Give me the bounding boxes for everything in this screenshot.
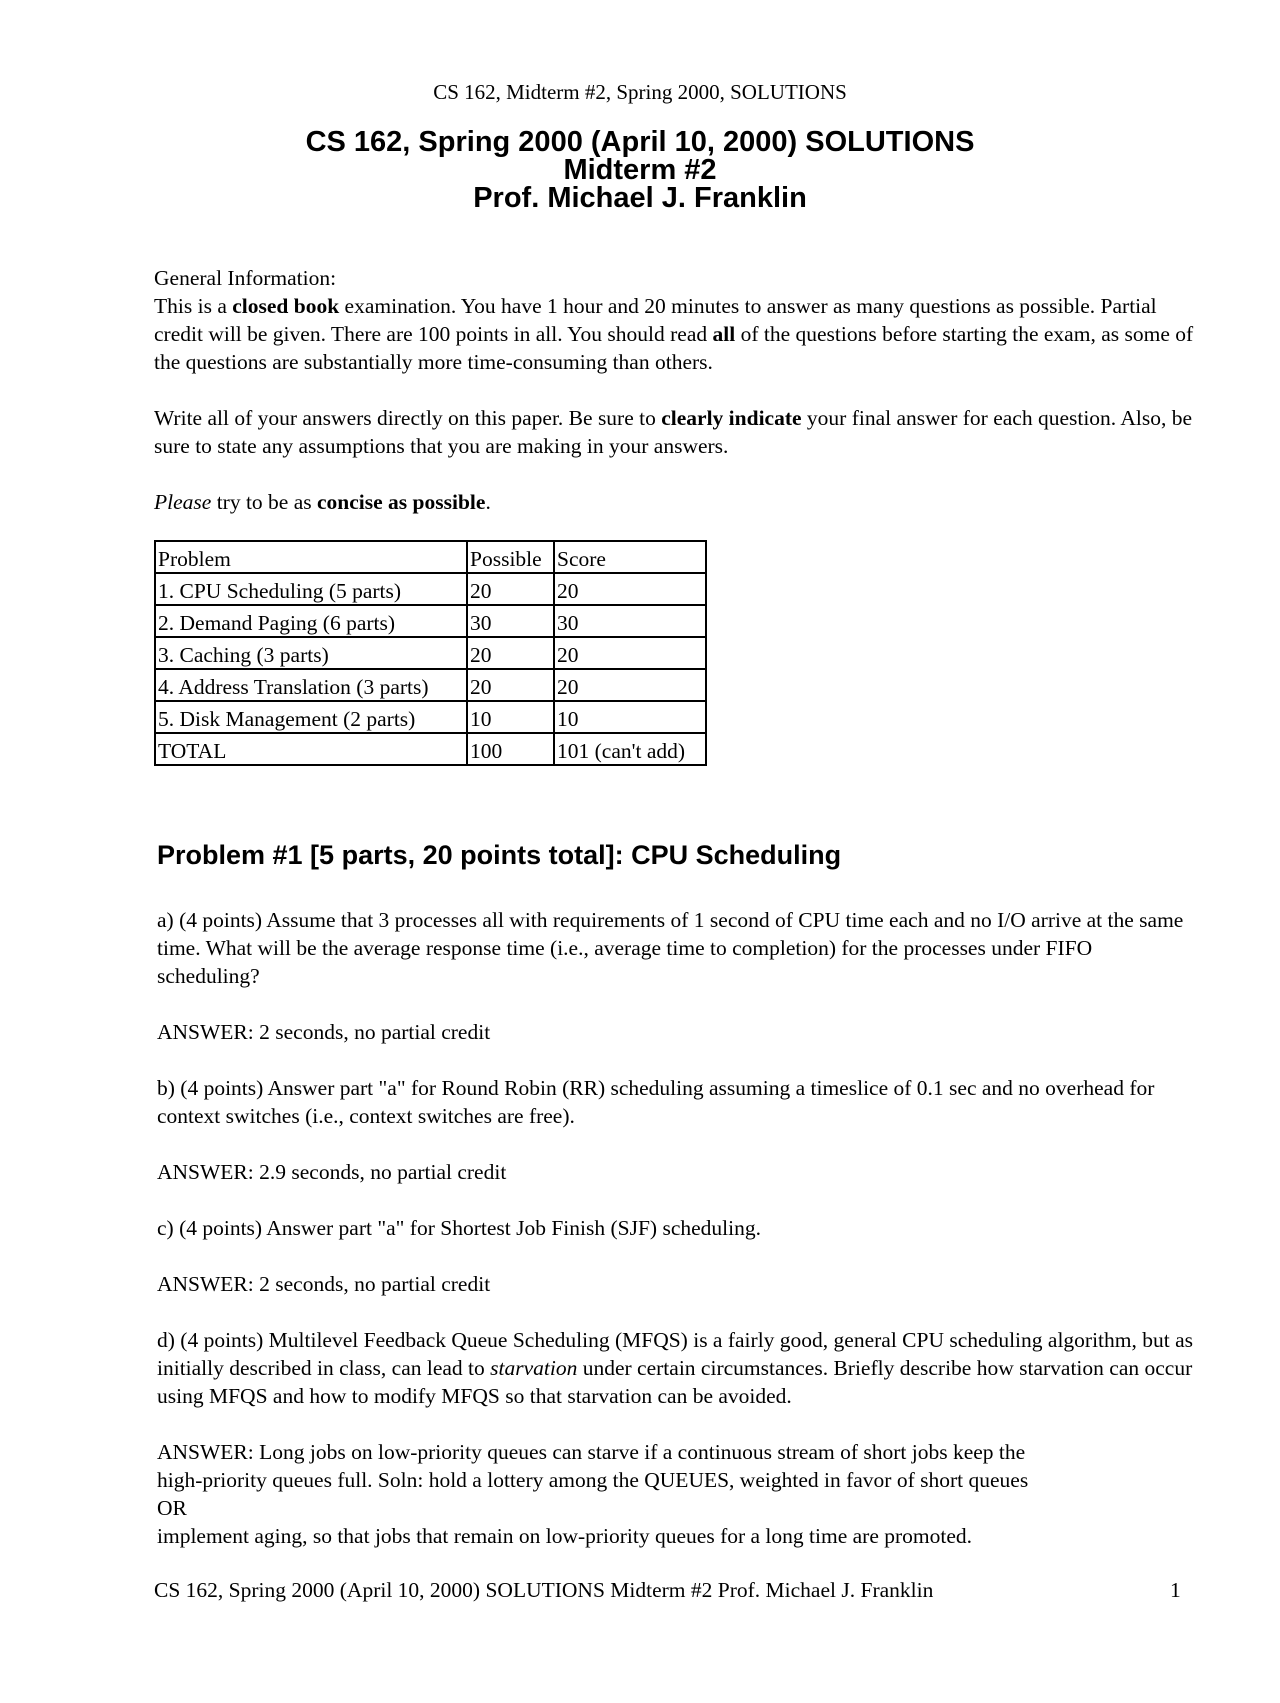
- table-cell: 100: [467, 733, 554, 765]
- general-info-paragraph-1: This is a closed book examination. You have 1 hour and 20 minutes to answer as many questions as possible. Partial credit will be given. There are 100 points in all. You should read all of the questions before starting the exam, as some of the questions are substantially more time-consuming than others.: [154, 294, 1194, 374]
- general-info-heading: General Information:: [154, 266, 337, 290]
- table-cell: 101 (can't add): [554, 733, 706, 765]
- problem-1-heading: Problem #1 [5 parts, 20 points total]: CPU Scheduling: [157, 840, 842, 870]
- table-cell: 2. Demand Paging (6 parts): [155, 605, 467, 637]
- answer-line: OR: [157, 1496, 187, 1520]
- answer-line: ANSWER: Long jobs on low-priority queues can starve if a continuous stream of short jobs keep the: [157, 1440, 1026, 1464]
- table-cell: 20: [554, 637, 706, 669]
- score-table: [154, 540, 707, 766]
- answer-1a: ANSWER: 2 seconds, no partial credit: [157, 1020, 491, 1044]
- table-row: [155, 605, 706, 637]
- table-header: Problem: [155, 541, 467, 573]
- table-cell: 10: [554, 701, 706, 733]
- table-row: [155, 701, 706, 733]
- general-info-paragraph-3: Please try to be as concise as possible.: [154, 490, 491, 514]
- table-cell: 20: [467, 669, 554, 701]
- answer-line: implement aging, so that jobs that remain on low-priority queues for a long time are promoted.: [157, 1524, 973, 1548]
- title-line-3: Prof. Michael J. Franklin: [473, 182, 807, 214]
- general-info-paragraph-2: Write all of your answers directly on this paper. Be sure to clearly indicate your final answer for each question. Also, be sure to state any assumptions that you are making in your answers.: [154, 406, 1193, 458]
- table-cell: 10: [467, 701, 554, 733]
- table-cell: 1. CPU Scheduling (5 parts): [155, 573, 467, 605]
- table-row: [155, 573, 706, 605]
- question-1d: d) (4 points) Multilevel Feedback Queue Scheduling (MFQS) is a fairly good, general CPU scheduling algorithm, but as initially described in class, can lead to starvation under certain circumstances. Briefly describe how starvation can occur using MFQS and how to modify MFQS so that starvation can be avoided.: [157, 1328, 1193, 1408]
- answer-1d: [157, 1438, 1217, 1550]
- table-row: [155, 637, 706, 669]
- document-title: [0, 128, 1280, 212]
- question-1b: b) (4 points) Answer part "a" for Round Robin (RR) scheduling assuming a timeslice of 0.1 sec and no overhead for context switches (i.e., context switches are free).: [157, 1076, 1155, 1128]
- table-header: Possible: [467, 541, 554, 573]
- table-cell: 20: [554, 573, 706, 605]
- table-header: Score: [554, 541, 706, 573]
- table-cell: 30: [467, 605, 554, 637]
- table-header-row: [155, 541, 706, 573]
- table-cell: 20: [467, 637, 554, 669]
- answer-line: high-priority queues full. Soln: hold a lottery among the QUEUES, weighted in favor of short queues: [157, 1468, 1029, 1492]
- title-line-2: Midterm #2: [563, 154, 717, 186]
- running-header: CS 162, Midterm #2, Spring 2000, SOLUTIONS: [433, 80, 847, 104]
- answer-1c: ANSWER: 2 seconds, no partial credit: [157, 1272, 491, 1296]
- table-cell: 5. Disk Management (2 parts): [155, 701, 467, 733]
- page-number: 1: [1170, 1578, 1181, 1602]
- answer-1b: ANSWER: 2.9 seconds, no partial credit: [157, 1160, 507, 1184]
- table-cell: 30: [554, 605, 706, 637]
- table-cell: TOTAL: [155, 733, 467, 765]
- table-row: [155, 733, 706, 765]
- title-line-1: CS 162, Spring 2000 (April 10, 2000) SOLUTIONS: [305, 126, 975, 158]
- footer-text: CS 162, Spring 2000 (April 10, 2000) SOLUTIONS Midterm #2 Prof. Michael J. Franklin: [154, 1578, 934, 1602]
- table-row: [155, 669, 706, 701]
- general-information: [154, 264, 1194, 376]
- table-cell: 3. Caching (3 parts): [155, 637, 467, 669]
- table-cell: 20: [554, 669, 706, 701]
- question-1c: c) (4 points) Answer part "a" for Shortest Job Finish (SJF) scheduling.: [157, 1216, 761, 1240]
- table-cell: 4. Address Translation (3 parts): [155, 669, 467, 701]
- table-cell: 20: [467, 573, 554, 605]
- question-1a: a) (4 points) Assume that 3 processes all with requirements of 1 second of CPU time each and no I/O arrive at the same time. What will be the average response time (i.e., average time to completion) for the processes under FIFO scheduling?: [157, 908, 1184, 988]
